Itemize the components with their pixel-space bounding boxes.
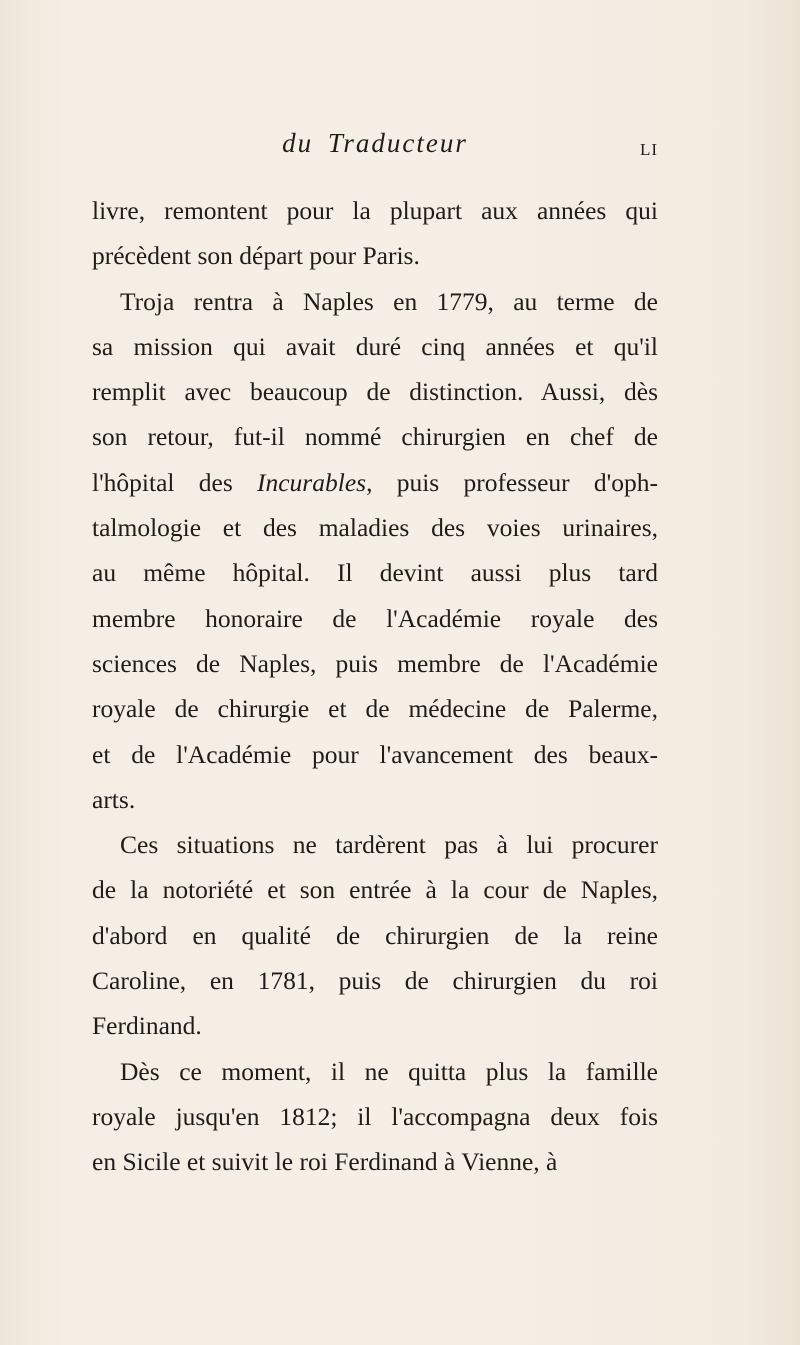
text-line: en Sicile et suivit le roi Ferdinand à Vienne, à <box>92 1147 558 1177</box>
text-line: d'abord en qualité de chirurgien de la reine <box>92 920 658 950</box>
text-line: royale jusqu'en 1812; il l'accompagna deux fois <box>92 1101 658 1131</box>
text-line: livre, remontent pour la plupart aux années qui <box>92 196 658 225</box>
text-line: Dès ce moment, il ne quitta plus la famille <box>120 1056 658 1086</box>
text-span: l'hôpital des <box>92 467 233 497</box>
text-line: son retour, fut-il nommé chirurgien en chef de <box>92 422 658 452</box>
text-line: précèdent son départ pour Paris. <box>92 241 420 271</box>
text-line: Ces situations ne tardèrent pas à lui procurer <box>120 830 658 860</box>
text-line: sa mission qui avait duré cinq années et qu'il <box>92 331 658 361</box>
text-line: Ferdinand. <box>92 1011 202 1041</box>
paragraph-2 <box>92 279 658 823</box>
italic-term: Incurables <box>257 467 367 497</box>
text-line: arts. <box>92 784 136 814</box>
text-line: de la notoriété et son entrée à la cour de Naples, <box>92 875 658 905</box>
page-header <box>92 122 658 166</box>
text-line <box>92 460 658 505</box>
paragraph-3 <box>92 822 658 1048</box>
text-line: Caroline, en 1781, puis de chirurgien du roi <box>92 966 658 996</box>
text-span: , puis professeur d'oph- <box>366 467 658 497</box>
text-line: membre honoraire de l'Académie royale des <box>92 603 658 633</box>
text-line: royale de chirurgie et de médecine de Palerme, <box>92 694 658 724</box>
running-title: du Traducteur <box>282 128 468 158</box>
text-line: au même hôpital. Il devint aussi plus tard <box>92 558 658 588</box>
text-line: remplit avec beaucoup de distinction. Aussi, dès <box>92 377 658 407</box>
text-line: talmologie et des maladies des voies urinaires, <box>92 513 658 543</box>
paragraph-4 <box>92 1049 658 1185</box>
text-line: sciences de Naples, puis membre de l'Académie <box>92 648 658 678</box>
body-text <box>92 188 658 1185</box>
text-line: et de l'Académie pour l'avancement des beaux- <box>92 739 658 769</box>
text-line: Troja rentra à Naples en 1779, au terme de <box>120 286 658 316</box>
paragraph-1 <box>92 188 658 279</box>
page-number: LI <box>639 140 658 159</box>
